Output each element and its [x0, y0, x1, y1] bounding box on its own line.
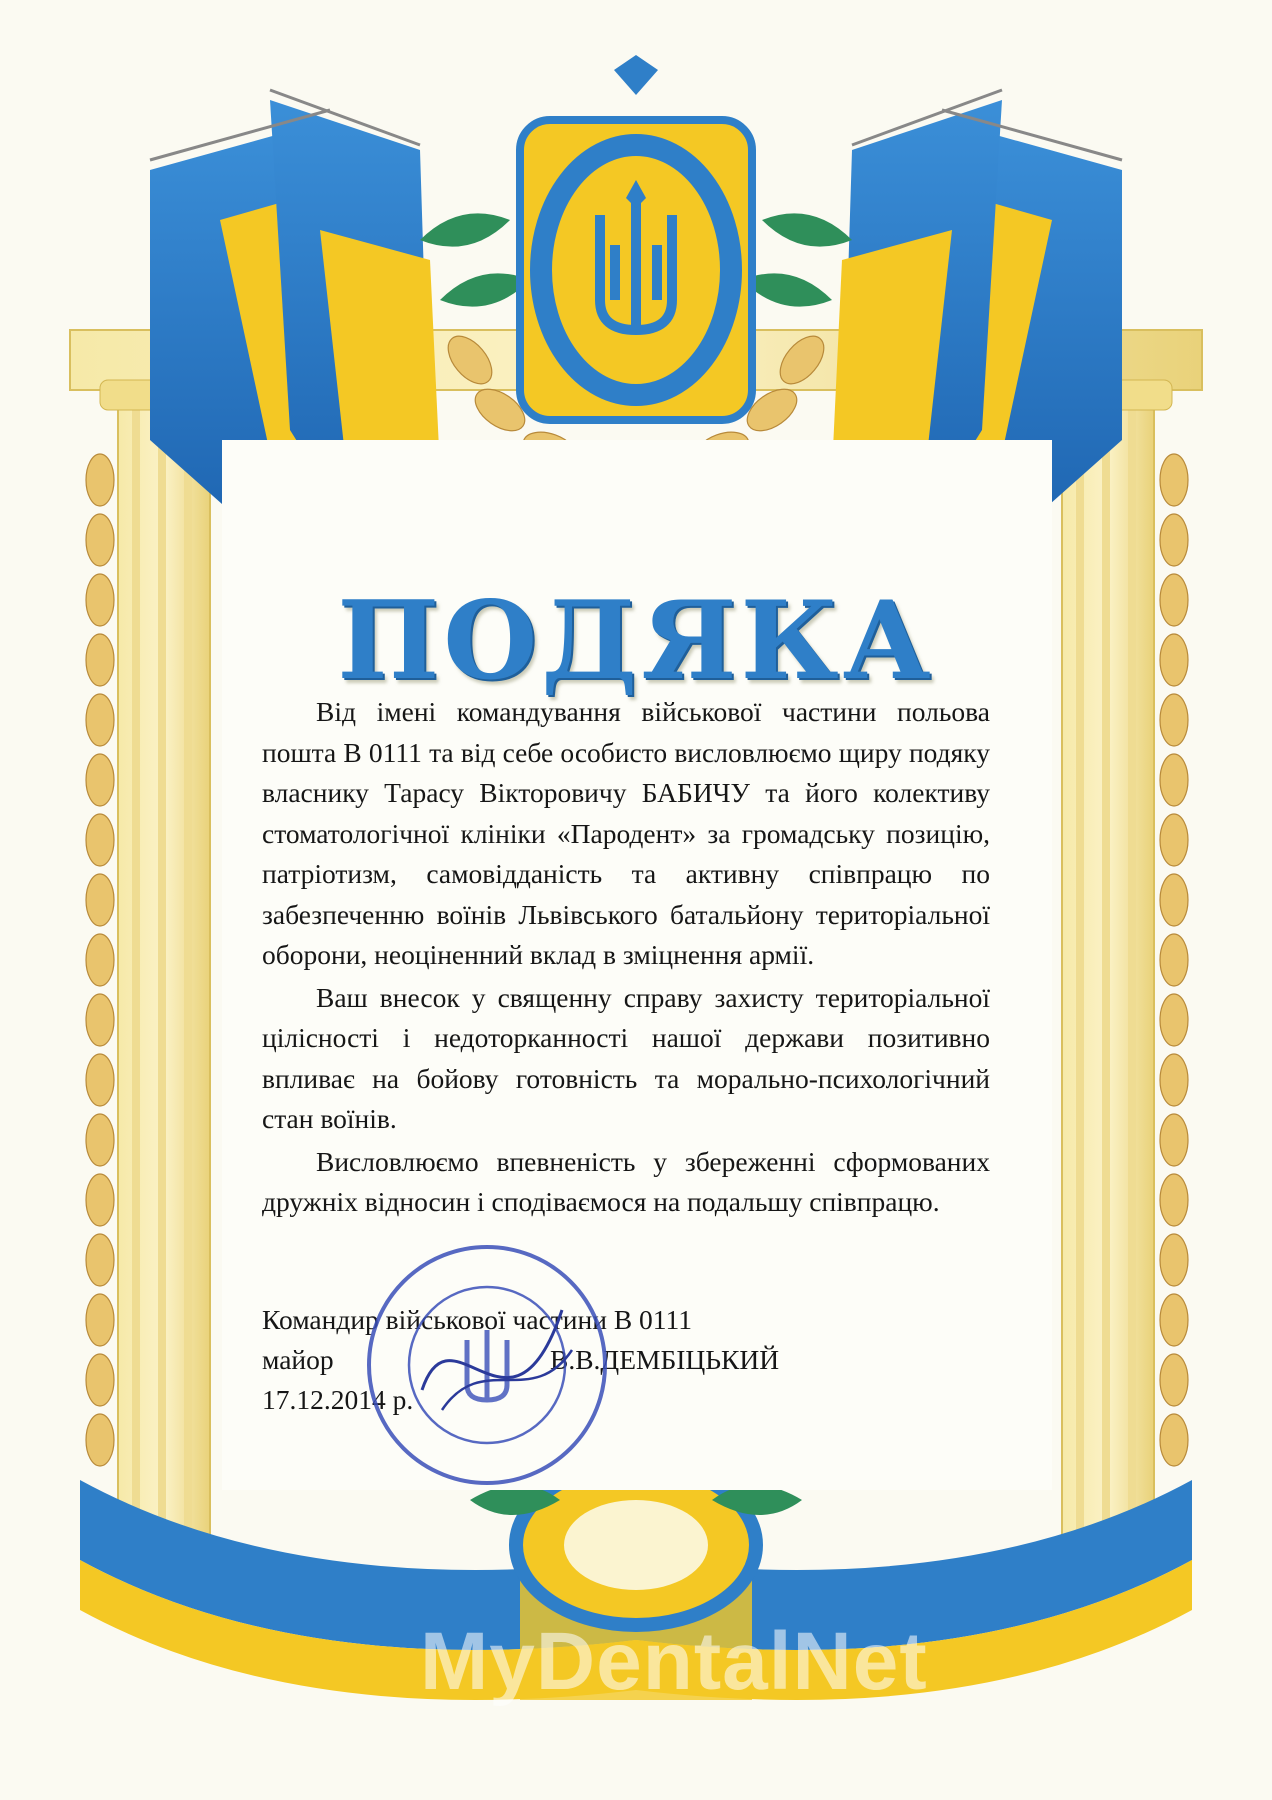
official-stamp — [362, 1240, 612, 1490]
document-body — [262, 692, 990, 1223]
signature-name: В.В.ДЕМБІЦЬКИЙ — [550, 1344, 780, 1375]
paragraph-3: Висловлюємо впевненість у збереженні сформованих дружніх відносин і сподіваємося на подальшу співпрацю. — [262, 1145, 990, 1217]
paragraph-1: Від імені командування військової частини польова пошта В 0111 та від себе особисто висловлюємо щиру подяку власнику Тарасу Вікторовичу БАБИЧУ та його колективу стоматологічної клініки «Пародент» за громадську позицію, патріотизм, самовідданість та активну співпрацю по забезпеченню воїнів Львівського батальйону територіальної оборони, неоціненний вклад в зміцнення армії. — [262, 696, 990, 970]
paragraph-2: Ваш внесок у священну справу захисту територіальної цілісності і недоторканності нашої держави позитивно впливає на бойову готовність та морально-психологічний стан воїнів. — [262, 981, 990, 1134]
coat-of-arms — [520, 55, 752, 420]
document-title: ПОДЯКА — [337, 578, 935, 704]
signature-date: 17.12.2014 р. — [262, 1384, 414, 1415]
signature-position: Командир військової частини В 0111 — [262, 1304, 692, 1335]
watermark: MyDentalNet — [420, 1616, 928, 1707]
signature-rank: майор — [262, 1344, 334, 1375]
